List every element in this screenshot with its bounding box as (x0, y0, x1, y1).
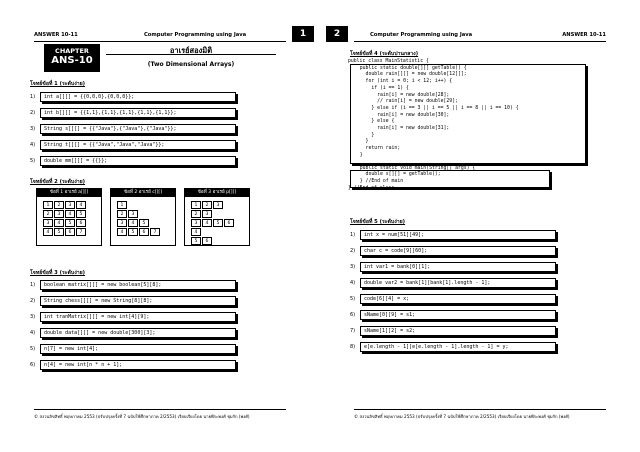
array-grid-panel (184, 188, 250, 246)
item-number: 1) (350, 232, 356, 238)
code-line: } (354, 139, 369, 145)
array-cell: 4 (128, 219, 138, 227)
page-header (354, 30, 606, 42)
page-number: 1 (292, 26, 314, 42)
answer-code-box: int a[][] = {{0,0,0},{0,0,0}}; (40, 92, 236, 102)
array-grid-body (111, 197, 175, 245)
item-number: 2) (30, 298, 36, 304)
item-number: 4) (350, 280, 356, 286)
array-cell: 1 (117, 201, 127, 209)
code-line: } else if (i == 3 || i == 5 || i == 8 || i == 10) { (354, 105, 519, 111)
array-cell: 1 (43, 201, 53, 209)
answer-code-box: String chess[][] = new String[8][8]; (40, 296, 236, 306)
item-number: 1) (30, 94, 36, 100)
answer-code-box: double mm[][] = {{}}; (40, 156, 236, 166)
item-number: 3) (350, 264, 356, 270)
code-line: public class MainStatistic { (348, 59, 429, 64)
array-cell: 2 (202, 201, 212, 209)
item-number: 7) (350, 328, 356, 334)
chapter-code: ANS-10 (51, 55, 93, 66)
array-cell: 3 (128, 210, 138, 218)
item-number: 3) (30, 126, 36, 132)
item-number: 4) (30, 142, 36, 148)
array-cell: 6 (202, 237, 212, 245)
item-number: 1) (30, 282, 36, 288)
answer-code-box: boolean matrix[][] = new boolean[5][8]; (40, 280, 236, 290)
array-cell: 5 (191, 237, 201, 245)
array-cell: 4 (191, 228, 201, 236)
code-line: } else { (354, 119, 395, 125)
code-line: double s[][] = getTable(); (354, 172, 441, 178)
title-english: (Two Dimensional Arrays) (147, 61, 235, 68)
item-number: 2) (30, 110, 36, 116)
answer-code-box: double data[][] = new double[300][3]; (40, 328, 236, 338)
array-grid-body (37, 197, 101, 245)
code-line: public static void main(String[] args) { (354, 165, 476, 171)
array-cell: 6 (224, 219, 234, 227)
header-center-text: Computer Programming using Java (370, 32, 473, 38)
page-header (34, 30, 286, 42)
answer-code-box: int var1 = bank[0][1]; (360, 262, 556, 272)
code-line: } (354, 132, 375, 138)
section-5-heading: โจทย์ข้อที่ 5 (ระดับง่าย) (350, 219, 406, 225)
array-cell: 3 (65, 201, 75, 209)
array-cell: 3 (213, 201, 223, 209)
array-cell: 3 (54, 210, 64, 218)
item-number: 4) (30, 330, 36, 336)
header-right-text: ANSWER 10-11 (562, 32, 606, 38)
array-cell: 6 (139, 228, 149, 236)
answer-code-box: n[7] = new int[4]; (40, 344, 236, 354)
page-title (116, 45, 266, 68)
code-line: for (int i = 0; i < 12; i++) { (354, 79, 453, 85)
array-grid-title: ข้อที่ 1 อาเรย์ a[][] (37, 189, 101, 197)
answer-code-box: sName[1][2] = s2; (360, 326, 556, 336)
array-cell: 2 (191, 210, 201, 218)
page-number: 2 (326, 26, 348, 42)
array-cell: 3 (43, 219, 53, 227)
array-cell: 3 (117, 219, 127, 227)
section-1-heading: โจทย์ข้อที่ 1 (ระดับง่าย) (30, 81, 86, 87)
answer-code-box: String t[][] = {{"Java","Java","Java"}}; (40, 140, 236, 150)
code-line: public static double[][] getTable() { (354, 65, 467, 71)
code-line: // rain[i] = new double[29]; (354, 99, 458, 105)
code-line: } (354, 152, 363, 158)
section-3-heading: โจทย์ข้อที่ 3 (ระดับง่าย) (30, 270, 86, 276)
array-cell: 5 (65, 219, 75, 227)
array-cell: 4 (76, 201, 86, 209)
answer-code-box: String s[][] = {{"Java"},{"Java"},{"Java"}}; (40, 124, 236, 134)
array-grid-panel (110, 188, 176, 246)
code-line: rain[i] = new double[28]; (354, 92, 450, 98)
array-cell: 3 (202, 210, 212, 218)
array-cell: 7 (150, 228, 160, 236)
array-grid-panel (36, 188, 102, 246)
array-cell: 6 (65, 228, 75, 236)
item-number: 5) (30, 158, 36, 164)
array-cell: 2 (43, 210, 53, 218)
section-4-heading: โจทย์ข้อที่ 4 (ระดับปานกลาง) (350, 51, 419, 57)
item-number: 5) (30, 346, 36, 352)
left-page (6, 20, 314, 438)
code-line: } //End of class (348, 185, 395, 191)
item-number: 5) (350, 296, 356, 302)
answer-code-box: sName[0][9] = s1; (360, 310, 556, 320)
array-cell: 5 (139, 219, 149, 227)
array-cell: 3 (191, 219, 201, 227)
section-2-heading: โจทย์ข้อที่ 2 (ระดับง่าย) (30, 179, 86, 185)
answer-code-box: code[6][4] = x; (360, 294, 556, 304)
code-line: if (i == 1) { (354, 85, 409, 91)
page-footer: © สงวนลิขสิทธิ์ พฤษภาคม 2553 (ปรับปรุงครั้งที่ 7 ฉบับใช้ศึกษาภาค 2/2553) เรียบเรียงโดย นายพีระพงศ์ ชุมรัก (พงศ์) (34, 409, 286, 420)
array-cell: 5 (54, 228, 64, 236)
answer-code-box: e[e.length - 1][e[e.length - 1].length - 1] = y; (360, 342, 556, 352)
header-left-text: ANSWER 10-11 (34, 32, 78, 38)
answer-code-box: n[4] = new int[n * n + 1]; (40, 360, 236, 370)
answer-code-box: char c = code[9][60]; (360, 246, 556, 256)
answer-code-box: double var2 = bank[1][bank[1].length - 1]; (360, 278, 556, 288)
page-footer: © สงวนลิขสิทธิ์ พฤษภาคม 2553 (ปรับปรุงครั้งที่ 7 ฉบับใช้ศึกษาภาค 2/2553) เรียบเรียงโดย นายพีระพงศ์ ชุมรัก (พงศ์) (354, 409, 606, 420)
item-number: 2) (350, 248, 356, 254)
array-cell: 4 (65, 210, 75, 218)
array-cell: 5 (213, 219, 223, 227)
array-cell: 6 (76, 219, 86, 227)
answer-code-box: int tranMatrix[][] = new int[4][9]; (40, 312, 236, 322)
array-cell: 7 (76, 228, 86, 236)
code-line: } //End of main (354, 178, 404, 184)
title-thai: อาเรย์สองมิติ (169, 46, 213, 55)
title-divider (106, 54, 276, 55)
code-line: rain[i] = new double[31]; (354, 126, 450, 131)
array-grid-title: ข้อที่ 3 อาเรย์ p[][] (185, 189, 249, 197)
header-center-text: Computer Programming using Java (144, 32, 247, 38)
item-number: 6) (350, 312, 356, 318)
array-grid-title: ข้อที่ 2 อาเรย์ c[][] (111, 189, 175, 197)
answer-code-box: int x = num[51][49]; (360, 230, 556, 240)
chapter-label: CHAPTER (55, 47, 89, 55)
code-line: rain[i] = new double[30]; (354, 112, 450, 118)
array-cell: 4 (54, 219, 64, 227)
array-cell: 4 (117, 228, 127, 236)
array-cell: 1 (191, 201, 201, 209)
array-cell: 2 (117, 210, 127, 218)
array-cell: 4 (202, 219, 212, 227)
code-line: double rain[][] = new double[12][]; (354, 72, 467, 78)
code-line: return rain; (354, 146, 401, 152)
item-number: 3) (30, 314, 36, 320)
array-cell: 5 (76, 210, 86, 218)
array-cell: 4 (43, 228, 53, 236)
answer-code-box: int b[][] = {{1,1},{1,1},{1,1},{1,1},{1,1}}; (40, 108, 236, 118)
right-page (326, 20, 634, 438)
array-cell: 2 (54, 201, 64, 209)
array-cell: 5 (128, 228, 138, 236)
array-grid-body (185, 197, 249, 245)
item-number: 6) (30, 362, 36, 368)
item-number: 8) (350, 344, 356, 350)
chapter-badge (44, 44, 100, 72)
